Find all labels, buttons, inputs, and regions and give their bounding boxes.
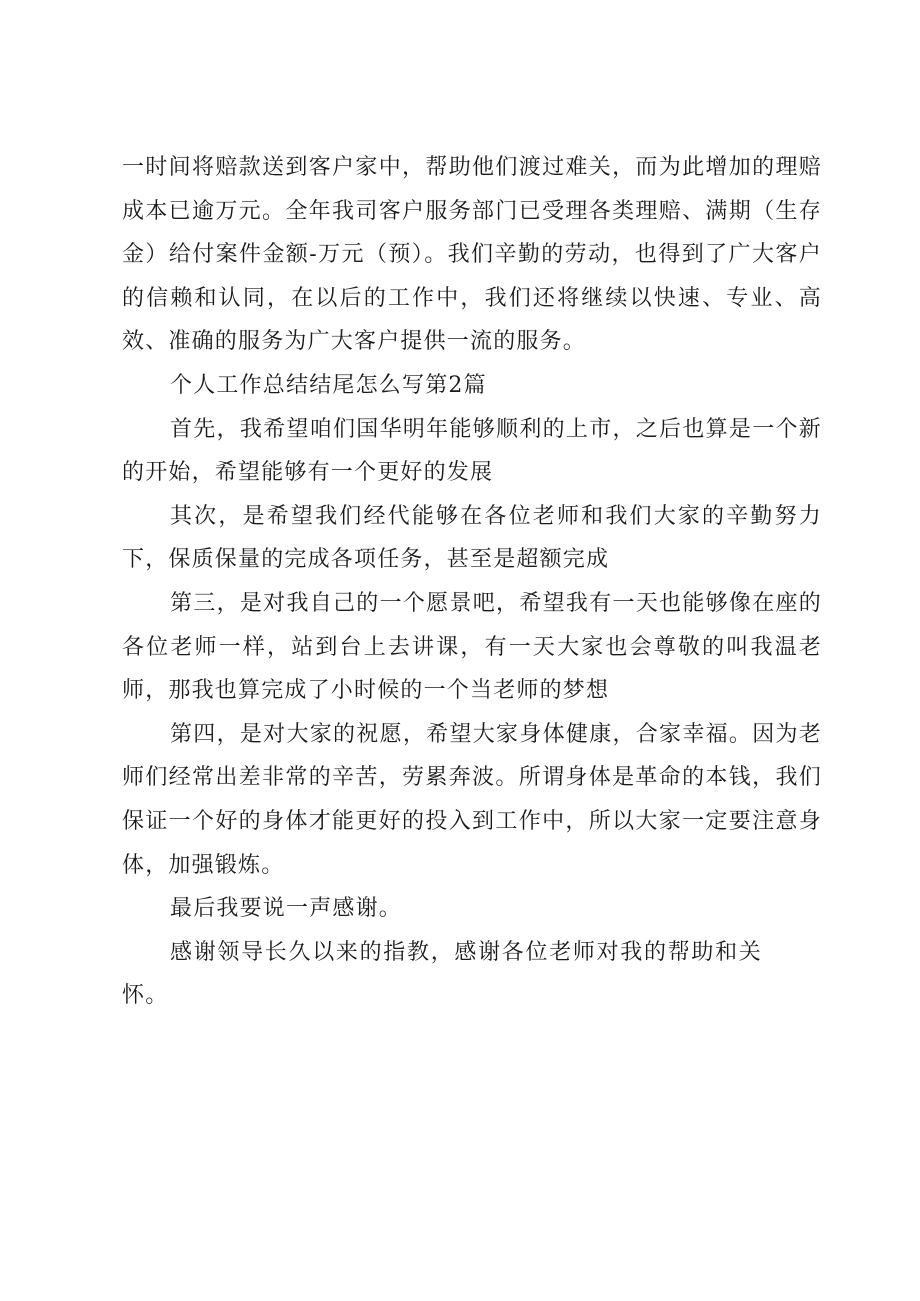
paragraph-continuation: 一时间将赔款送到客户家中，帮助他们渡过难关，而为此增加的理赔成本已逾万元。全年我司客户服务部门已受理各类理赔、满期（生存金）给付案件金额-万元（预）。我们辛勤的劳动，也得到了广大客户的信赖和认同，在以后的工作中，我们还将继续以快速、专业、高效、准确的服务为广大客户提供一流的服务。 <box>122 155 822 355</box>
paragraph-first: 首先，我希望咱们国华明年能够顺利的上市，之后也算是一个新的开始，希望能够有一个更好的发展 <box>122 416 822 486</box>
paragraph-finally: 最后我要说一声感谢。 <box>170 896 403 922</box>
document-body <box>122 146 822 1018</box>
paragraph-second: 其次，是希望我们经代能够在各位老师和我们大家的辛勤努力下，保质保量的完成各项任务，甚至是超额完成 <box>122 503 822 573</box>
paragraph-third: 第三，是对我自己的一个愿景吧，希望我有一天也能够像在座的各位老师一样，站到台上去讲课，有一天大家也会尊敬的叫我温老师，那我也算完成了小时候的一个当老师的梦想 <box>122 590 822 704</box>
paragraph-fourth: 第四，是对大家的祝愿，希望大家身体健康，合家幸福。因为老师们经常出差非常的辛苦，劳累奔波。所谓身体是革命的本钱，我们保证一个好的身体才能更好的投入到工作中，所以大家一定要注意身体，加强锻炼。 <box>122 721 822 878</box>
paragraph-thanks: 感谢领导长久以来的指教，感谢各位老师对我的帮助和关怀。 <box>122 939 762 1009</box>
section-heading: 个人工作总结结尾怎么写第2篇 <box>170 372 487 398</box>
